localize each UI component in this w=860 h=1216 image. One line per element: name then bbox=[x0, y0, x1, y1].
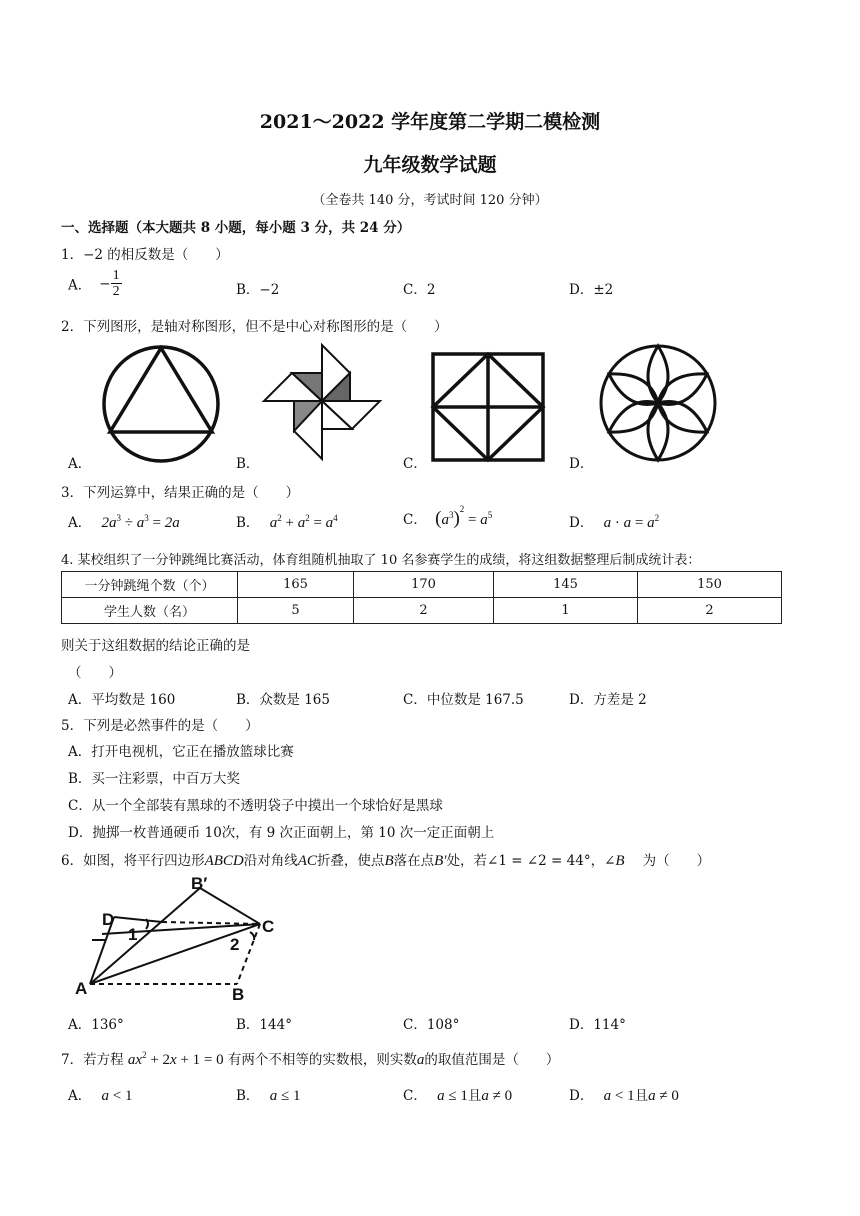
q2-figure-c bbox=[430, 351, 546, 463]
q6-abcd: ABCD bbox=[204, 853, 244, 869]
q6-stem-part: 沿对角线 bbox=[243, 853, 298, 869]
q1-a-sign: − bbox=[99, 275, 111, 292]
q2-figure-d bbox=[598, 343, 718, 463]
q3-option-b bbox=[236, 511, 338, 532]
q5-option-b: B．买一注彩票，中百万大奖 bbox=[68, 771, 240, 787]
q2-stem: 2．下列图形，是轴对称图形，但不是中心对称图形的是（ ） bbox=[61, 319, 448, 335]
q2-figure-b bbox=[262, 343, 382, 461]
q3-a-expression: $2a^3 \div a^3 = 2a$ bbox=[101, 513, 180, 531]
q1-option-d: D．±2 bbox=[569, 282, 614, 298]
table-cell: 165 bbox=[238, 572, 354, 598]
q6-stem-part: 处，若∠1 = ∠2 = 44°，∠ bbox=[446, 853, 616, 869]
q3-stem: 3．下列运算中，结果正确的是（ ） bbox=[61, 485, 300, 501]
q2-option-a: A． bbox=[68, 456, 92, 472]
q7-d-expression-2: a ≠ 0 bbox=[648, 1088, 679, 1104]
q3-option-c bbox=[403, 504, 493, 530]
q3-b-expression: $a^2 + a^2 = a^4$ bbox=[269, 513, 338, 531]
q3-option-a bbox=[68, 511, 180, 532]
q6-stem-part: 为（ ） bbox=[642, 853, 711, 869]
q6-option-c: C．108° bbox=[403, 1017, 460, 1033]
q2-option-b: B． bbox=[236, 456, 260, 472]
figure-label-angle2: 2 bbox=[230, 935, 240, 954]
q4-option-c: C．中位数是 167.5 bbox=[403, 692, 524, 708]
q6-stem bbox=[61, 849, 710, 870]
q7-a-expression: a < 1 bbox=[101, 1088, 133, 1104]
exam-title: 2021～2022 学年度第二学期二模检测 bbox=[259, 111, 601, 133]
exam-subtitle: 九年级数学试题 bbox=[363, 154, 497, 176]
q7-c-expression-2: a ≠ 0 bbox=[481, 1088, 513, 1104]
q6-option-d: D．114° bbox=[569, 1017, 626, 1033]
q7-stem-pre: 7．若方程 bbox=[61, 1052, 124, 1068]
table-cell: 一分钟跳绳个数（个） bbox=[62, 572, 238, 598]
table-cell: 2 bbox=[638, 598, 782, 624]
q1-a-fraction bbox=[111, 268, 122, 299]
q5-option-a: A．打开电视机，它正在播放篮球比赛 bbox=[68, 744, 294, 760]
q7-stem-end: 的取值范围是（ ） bbox=[424, 1052, 560, 1068]
q3-a-label: A． bbox=[68, 515, 92, 531]
q7-b-expression: a ≤ 1 bbox=[269, 1088, 301, 1104]
q3-c-expression: $(a^3)^2 = a^5$ bbox=[435, 504, 493, 529]
q7-d-and: 且 bbox=[634, 1088, 649, 1104]
table-cell: 学生人数（名） bbox=[62, 598, 238, 624]
q1-option-c: C．2 bbox=[403, 282, 436, 298]
q4-option-d: D．方差是 2 bbox=[569, 692, 647, 708]
table-cell: 2 bbox=[354, 598, 494, 624]
q6-ac: AC bbox=[297, 853, 317, 869]
q7-option-b bbox=[236, 1084, 300, 1105]
q5-option-c: C．从一个全部装有黑球的不透明袋子中摸出一个球恰好是黑球 bbox=[68, 798, 443, 814]
q1-a-numerator: 1 bbox=[112, 268, 120, 283]
q4-stats-table bbox=[61, 571, 782, 624]
q6-stem-part: 落在点 bbox=[393, 853, 435, 869]
q4-option-a: A．平均数是 160 bbox=[68, 692, 176, 708]
q7-stem bbox=[61, 1048, 559, 1069]
section-heading: 一、选择题（本大题共 8 小题，每小题 3 分，共 24 分） bbox=[61, 220, 411, 236]
q4-conclusion: 则关于这组数据的结论正确的是 bbox=[61, 638, 250, 654]
q6-b2: B bbox=[615, 853, 625, 869]
table-cell: 1 bbox=[494, 598, 638, 624]
figure-label-b: B bbox=[232, 985, 245, 1004]
q1-option-b: B．−2 bbox=[236, 282, 280, 298]
q3-option-d bbox=[569, 511, 659, 532]
q3-c-label: C． bbox=[403, 512, 427, 528]
q3-d-label: D． bbox=[569, 515, 594, 531]
q7-a-label: A． bbox=[68, 1088, 92, 1104]
q6-parallelogram-figure bbox=[72, 872, 292, 1004]
table-cell: 145 bbox=[494, 572, 638, 598]
figure-label-a: A bbox=[75, 979, 88, 998]
q6-option-a: A．136° bbox=[68, 1017, 124, 1033]
q6-stem-part: 折叠，使点 bbox=[316, 853, 385, 869]
q5-stem: 5．下列是必然事件的是（ ） bbox=[61, 718, 259, 734]
q6-stem-part: 6．如图，将平行四边形 bbox=[61, 853, 205, 869]
table-cell: 170 bbox=[354, 572, 494, 598]
q6-option-b: B．144° bbox=[236, 1017, 292, 1033]
table-row bbox=[62, 572, 782, 598]
q7-equation: $ax^2 + 2x + 1 = 0$ bbox=[127, 1050, 224, 1068]
exam-note: （全卷共 140 分，考试时间 120 分钟） bbox=[312, 193, 548, 208]
q5-option-d: D．抛掷一枚普通硬币 10次，有 9 次正面朝上，第 10 次一定正面朝上 bbox=[68, 825, 495, 841]
q1-a-denominator: 2 bbox=[112, 284, 120, 299]
q7-var: a bbox=[416, 1052, 425, 1068]
q4-option-b: B．众数是 165 bbox=[236, 692, 330, 708]
q3-d-expression: $a \cdot a = a^2$ bbox=[603, 513, 660, 531]
q6-b: B bbox=[384, 853, 394, 869]
q1-option-a bbox=[68, 268, 122, 299]
q2-option-d: D． bbox=[569, 456, 594, 472]
q7-c-label: C． bbox=[403, 1088, 427, 1104]
q1-a-label: A． bbox=[68, 277, 92, 294]
q1-stem: 1．−2 的相反数是（ ） bbox=[61, 247, 229, 263]
q4-paren: （ ） bbox=[68, 665, 122, 681]
q3-b-label: B． bbox=[236, 515, 260, 531]
q7-option-d bbox=[569, 1084, 679, 1105]
q7-d-expression: a < 1 bbox=[603, 1088, 635, 1104]
q4-stem: 4. 某校组织了一分钟跳绳比赛活动，体育组随机抽取了 10 名参赛学生的成绩，将这组数据整理后制成统计表： bbox=[61, 553, 701, 568]
q6-bprime: B′ bbox=[434, 853, 447, 869]
q7-c-expression: a ≤ 1 bbox=[437, 1088, 468, 1104]
q2-option-c: C． bbox=[403, 456, 427, 472]
table-cell: 5 bbox=[238, 598, 354, 624]
q7-option-c bbox=[403, 1084, 512, 1105]
table-cell: 150 bbox=[638, 572, 782, 598]
figure-label-c: C bbox=[262, 917, 275, 936]
q7-option-a bbox=[68, 1084, 133, 1105]
q7-b-label: B． bbox=[236, 1088, 260, 1104]
figure-label-d: D bbox=[102, 910, 115, 929]
q7-stem-post: 有两个不相等的实数根，则实数 bbox=[227, 1052, 417, 1068]
figure-label-bprime: B′ bbox=[191, 874, 208, 893]
q7-c-and: 且 bbox=[467, 1088, 482, 1104]
q7-d-label: D． bbox=[569, 1088, 594, 1104]
figure-label-angle1: 1 bbox=[128, 925, 138, 944]
table-row bbox=[62, 598, 782, 624]
q2-figure-a bbox=[100, 345, 222, 463]
